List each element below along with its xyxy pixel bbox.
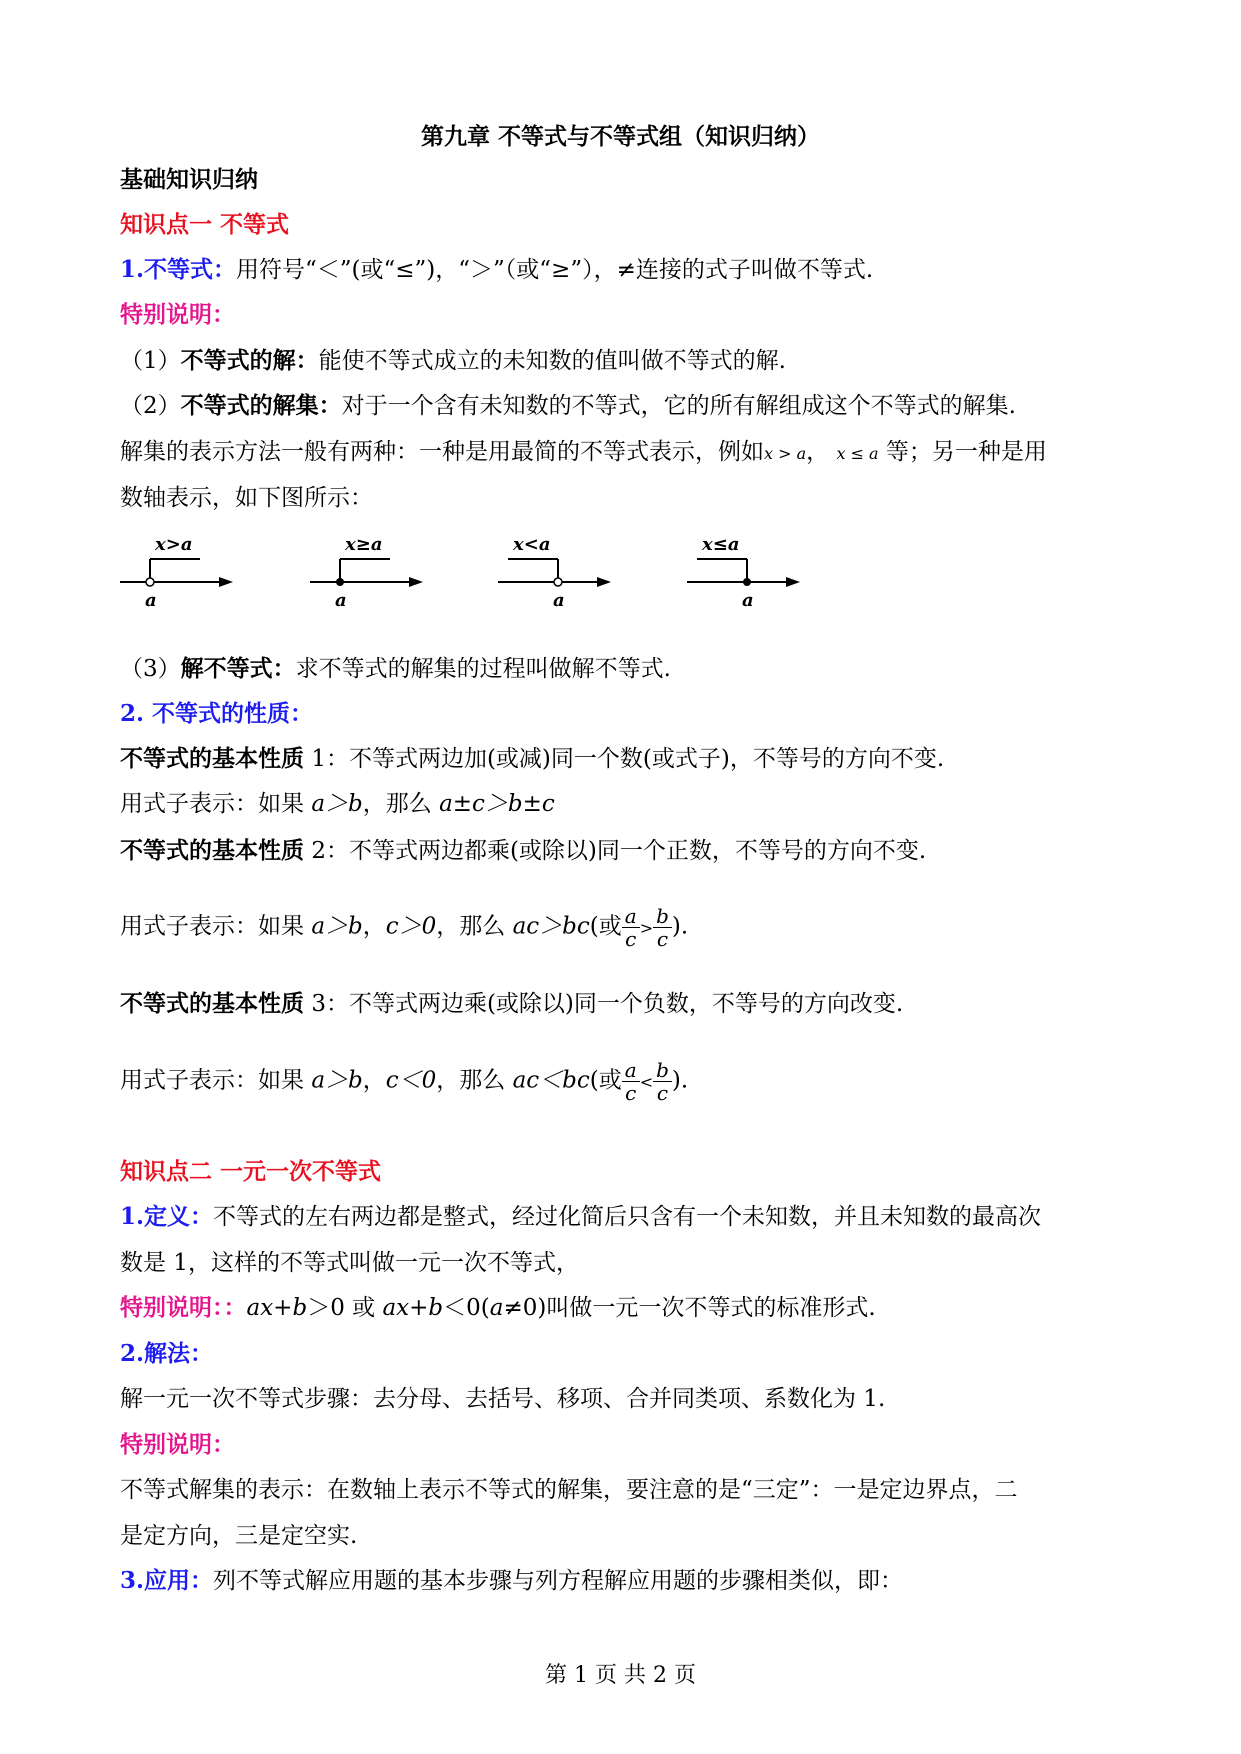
p3-expr-d: c＜0 bbox=[385, 1067, 437, 1094]
property-3 bbox=[120, 987, 903, 1021]
kp2-method-text: 解一元一次不等式步骤：去分母、去括号、移项、合并同类项、系数化为 1. bbox=[120, 1386, 886, 1412]
kp2-note-2-text: 不等式解集的表示：在数轴上表示不等式的解集，要注意的是“三定”：一是定边界点，二 bbox=[120, 1477, 1018, 1503]
number-line-lt-label: x<a bbox=[513, 534, 551, 555]
filled-dot-icon bbox=[743, 578, 751, 586]
open-dot-icon bbox=[554, 578, 562, 586]
section-heading-basic: 基础知识归纳 bbox=[120, 166, 258, 193]
number-line-gt-point: a bbox=[145, 590, 157, 611]
p3-relation: < bbox=[639, 1072, 654, 1092]
property-3-text: ：不等式两边乘(或除以)同一个负数，不等号的方向改变. bbox=[325, 991, 904, 1017]
number-line-le-label: x≤a bbox=[702, 534, 740, 555]
kp1-item3 bbox=[120, 652, 671, 686]
rep-example-1: x > a bbox=[764, 444, 807, 463]
kp2-note-1-c: ax+b bbox=[382, 1295, 444, 1321]
kp1-note-label: 特别说明： bbox=[120, 301, 235, 328]
page-footer: 第 1 页 共 2 页 bbox=[545, 1663, 696, 1688]
arrow-right-icon bbox=[219, 577, 233, 587]
p2-expr-c: ， bbox=[362, 913, 386, 940]
p3-frac2-num: b bbox=[653, 1059, 672, 1082]
kp2-note-1-d: ＜0( bbox=[443, 1295, 490, 1321]
property-3-expr bbox=[120, 1059, 688, 1104]
item2-label: 不等式的解集： bbox=[180, 392, 342, 419]
kp2-note-1-f: ≠0)叫做一元一次不等式的标准形式. bbox=[503, 1295, 876, 1321]
p3-expr-b: a＞b bbox=[311, 1067, 363, 1094]
p3-frac2-den: c bbox=[656, 1081, 669, 1105]
p3-fraction-1 bbox=[622, 1059, 640, 1104]
kp2-application bbox=[120, 1564, 903, 1598]
p2-frac2-den: c bbox=[656, 927, 669, 951]
number-line-le-point: a bbox=[742, 590, 754, 611]
property-2 bbox=[120, 834, 926, 868]
property-1 bbox=[120, 742, 944, 776]
rep-text-a: 解集的表示方法一般有两种：一种是用最简的不等式表示，例如 bbox=[120, 439, 764, 465]
p2-expr-b: a＞b bbox=[311, 913, 363, 940]
kp2-note-1-label: 特别说明：： bbox=[120, 1294, 247, 1321]
p1-expr-d: a±c＞b±c bbox=[439, 791, 555, 817]
property-2-number: 2 bbox=[311, 838, 326, 864]
kp2-note-2-label: 特别说明： bbox=[120, 1431, 235, 1458]
kp2-application-text: 列不等式解应用题的基本步骤与列方程解应用题的步骤相类似，即： bbox=[213, 1568, 904, 1594]
p3-expr-f: ac＜bc bbox=[512, 1067, 590, 1094]
kp1-item2 bbox=[120, 389, 1016, 423]
rep-separator: ， bbox=[806, 439, 830, 465]
kp2-note-1-b: ＞0 或 bbox=[307, 1295, 383, 1321]
p3-expr-a: 用式子表示：如果 bbox=[120, 1067, 312, 1094]
kp1-definition bbox=[120, 253, 873, 287]
number-line-gt-label: x>a bbox=[155, 534, 193, 555]
kp2-definition-label: 1.定义： bbox=[120, 1203, 214, 1230]
p2-expr-d: c＞0 bbox=[385, 913, 437, 940]
property-1-text: ：不等式两边加(或减)同一个数(或式子)，不等号的方向不变. bbox=[325, 746, 945, 772]
p2-expr-h: ). bbox=[671, 913, 689, 940]
kp2-definition-cont: 数是 1，这样的不等式叫做一元一次不等式， bbox=[120, 1250, 579, 1276]
p1-expr-a: 用式子表示：如果 bbox=[120, 791, 312, 817]
property-2-expr bbox=[120, 905, 688, 950]
kp2-note-1-e: a bbox=[489, 1295, 504, 1321]
property-2-label: 不等式的基本性质 bbox=[120, 837, 304, 864]
number-line-ge-point: a bbox=[335, 590, 347, 611]
p2-frac2-num: b bbox=[653, 905, 672, 928]
kp2-application-label: 3.应用： bbox=[120, 1567, 214, 1594]
kp2-note-2-text-cont: 是定方向，三是定空实. bbox=[120, 1523, 358, 1549]
property-3-number: 3 bbox=[311, 991, 326, 1017]
p2-fraction-2 bbox=[653, 905, 672, 950]
number-line-lt bbox=[493, 532, 613, 612]
p3-frac1-den: c bbox=[625, 1081, 637, 1105]
arrow-right-icon bbox=[409, 577, 423, 587]
kp1-definition-label: 1.不等式： bbox=[120, 256, 237, 283]
kp1-definition-text: 用符号“＜”(或“≤”)，“＞”（或“≥”），≠连接的式子叫做不等式. bbox=[236, 257, 874, 283]
kp1-representation bbox=[120, 435, 1047, 471]
number-line-gt bbox=[115, 532, 235, 612]
kp1-item1 bbox=[120, 344, 786, 378]
property-1-number: 1 bbox=[311, 746, 326, 772]
page-title: 第九章 不等式与不等式组（知识归纳） bbox=[420, 123, 820, 150]
rep-text-b: 等；另一种是用 bbox=[885, 439, 1047, 465]
property-1-label: 不等式的基本性质 bbox=[120, 745, 304, 772]
arrow-right-icon bbox=[597, 577, 611, 587]
number-line-lt-point: a bbox=[553, 590, 565, 611]
number-line-ge bbox=[305, 532, 425, 612]
p2-frac1-num: a bbox=[622, 905, 640, 928]
property-2-text: ：不等式两边都乘(或除以)同一个正数，不等号的方向不变. bbox=[325, 838, 927, 864]
item3-text: 求不等式的解集的过程叫做解不等式. bbox=[295, 656, 671, 682]
number-line-ge-label: x≥a bbox=[345, 534, 383, 555]
item2-text: 对于一个含有未知数的不等式，它的所有解组成这个不等式的解集. bbox=[341, 393, 1016, 419]
property-1-expr bbox=[120, 787, 555, 821]
item1-number: （1） bbox=[120, 348, 181, 374]
p2-frac1-den: c bbox=[625, 927, 637, 951]
property-3-label: 不等式的基本性质 bbox=[120, 990, 304, 1017]
kp2-method-label: 2.解法： bbox=[120, 1340, 214, 1367]
p2-expr-a: 用式子表示：如果 bbox=[120, 913, 312, 940]
kp2-definition bbox=[120, 1200, 1041, 1234]
arrow-right-icon bbox=[786, 577, 800, 587]
p3-expr-g: (或 bbox=[589, 1067, 622, 1094]
kp2-note-1 bbox=[120, 1291, 876, 1325]
p2-expr-e: ，那么 bbox=[436, 913, 513, 940]
p1-expr-c: ，那么 bbox=[362, 791, 440, 817]
p3-expr-h: ). bbox=[671, 1067, 689, 1094]
filled-dot-icon bbox=[336, 578, 344, 586]
p2-expr-f: ac＞bc bbox=[512, 913, 590, 940]
kp1-representation-cont: 数轴表示，如下图所示： bbox=[120, 485, 373, 511]
open-dot-icon bbox=[146, 578, 154, 586]
item2-number: （2） bbox=[120, 393, 181, 419]
item1-text: 能使不等式成立的未知数的值叫做不等式的解. bbox=[318, 348, 786, 374]
properties-heading: 2. 不等式的性质： bbox=[120, 700, 314, 727]
kp2-definition-text: 不等式的左右两边都是整式，经过化简后只含有一个未知数，并且未知数的最高次 bbox=[213, 1204, 1042, 1230]
p3-frac1-num: a bbox=[622, 1059, 640, 1082]
rep-example-2: x ≤ a bbox=[836, 444, 879, 463]
p3-expr-e: ，那么 bbox=[436, 1067, 513, 1094]
p1-expr-b: a＞b bbox=[311, 791, 363, 817]
kp1-heading: 知识点一 不等式 bbox=[120, 211, 290, 238]
p2-expr-g: (或 bbox=[589, 913, 622, 940]
item3-number: （3） bbox=[120, 656, 181, 682]
item1-label: 不等式的解： bbox=[180, 347, 319, 374]
p2-fraction-1 bbox=[622, 905, 640, 950]
p3-fraction-2 bbox=[653, 1059, 672, 1104]
p3-expr-c: ， bbox=[362, 1067, 386, 1094]
p2-relation: > bbox=[639, 918, 654, 938]
item3-label: 解不等式： bbox=[180, 655, 296, 682]
number-line-le bbox=[682, 532, 802, 612]
kp2-heading: 知识点二 一元一次不等式 bbox=[120, 1158, 382, 1185]
kp2-note-1-a: ax+b bbox=[246, 1295, 308, 1321]
